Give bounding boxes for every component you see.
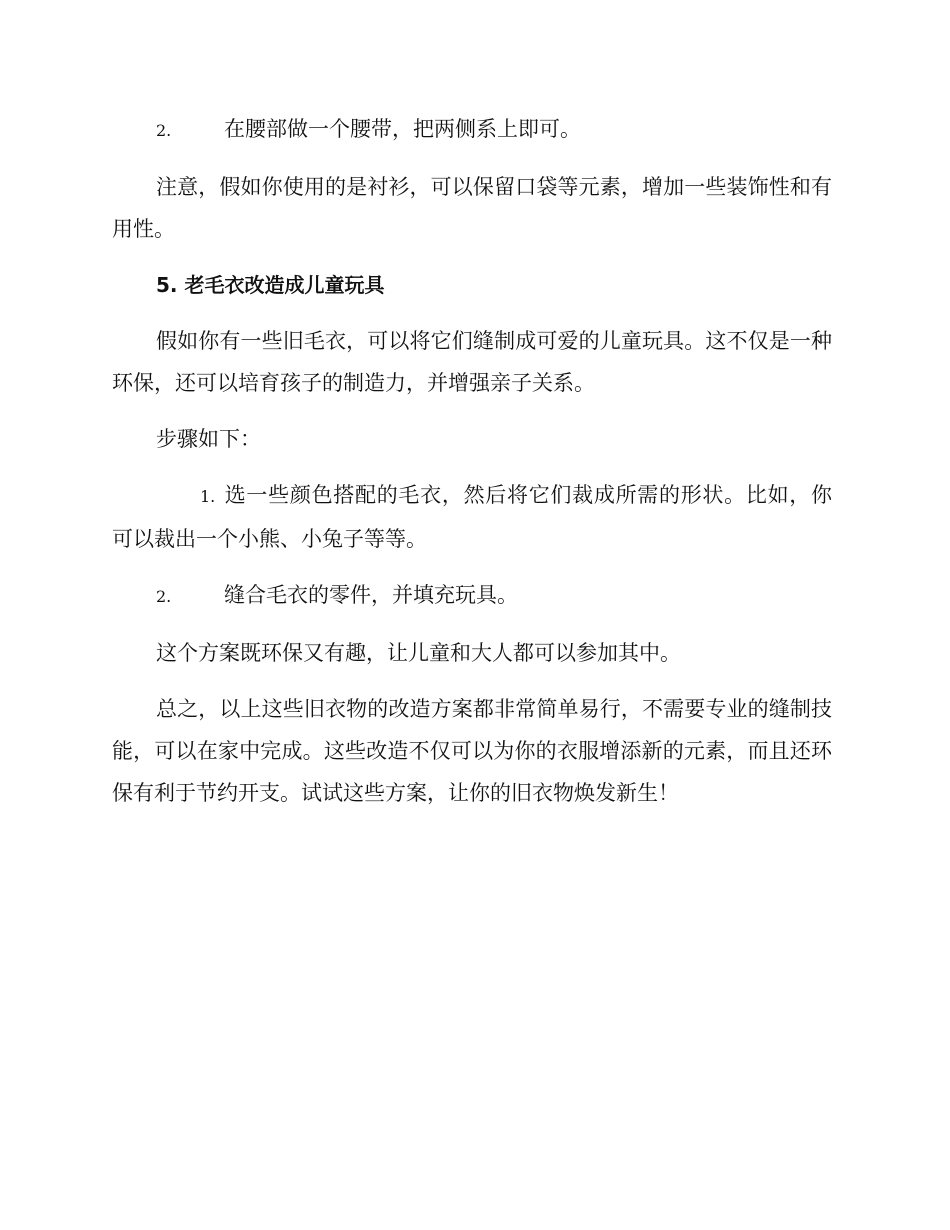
list-item-waistband — [112, 108, 832, 152]
section-heading-sweater-toys: 5. 老毛衣改造成儿童玩具 — [156, 273, 385, 297]
paragraph-fun-plan: 这个方案既环保又有趣，让儿童和大人都可以参加其中。 — [156, 641, 681, 665]
list-number: 1. — [200, 487, 216, 506]
paragraph-conclusion: 总之，以上这些旧衣物的改造方案都非常简单易行，不需要专业的缝制技能，可以在家中完成。这些改造不仅可以为你的衣服增添新的元素，而且还环保有利于节约开支。试试这些方案，让你的旧衣物焕发新生！ — [112, 697, 832, 805]
paragraph-steps-label: 步骤如下： — [156, 427, 261, 451]
paragraph-shirt-note: 注意，假如你使用的是衬衫，可以保留口袋等元素，增加一些装饰性和有用性。 — [112, 175, 832, 241]
list-text: 选一些颜色搭配的毛衣，然后将它们裁成所需的形状。比如，你可以裁出一个小熊、小兔子等等。 — [112, 483, 832, 551]
list-text: 缝合毛衣的零件，并填充玩具。 — [224, 583, 518, 607]
list-item-cut-shapes — [112, 474, 832, 560]
document-body — [112, 108, 832, 828]
list-text: 在腰部做一个腰带，把两侧系上即可。 — [224, 117, 581, 141]
list-number: 2. — [156, 121, 172, 140]
list-item-sew-fill — [112, 574, 832, 618]
list-number: 2. — [156, 587, 172, 606]
paragraph-sweater-intro: 假如你有一些旧毛衣，可以将它们缝制成可爱的儿童玩具。这不仅是一种环保，还可以培育孩子的制造力，并增强亲子关系。 — [112, 329, 832, 395]
